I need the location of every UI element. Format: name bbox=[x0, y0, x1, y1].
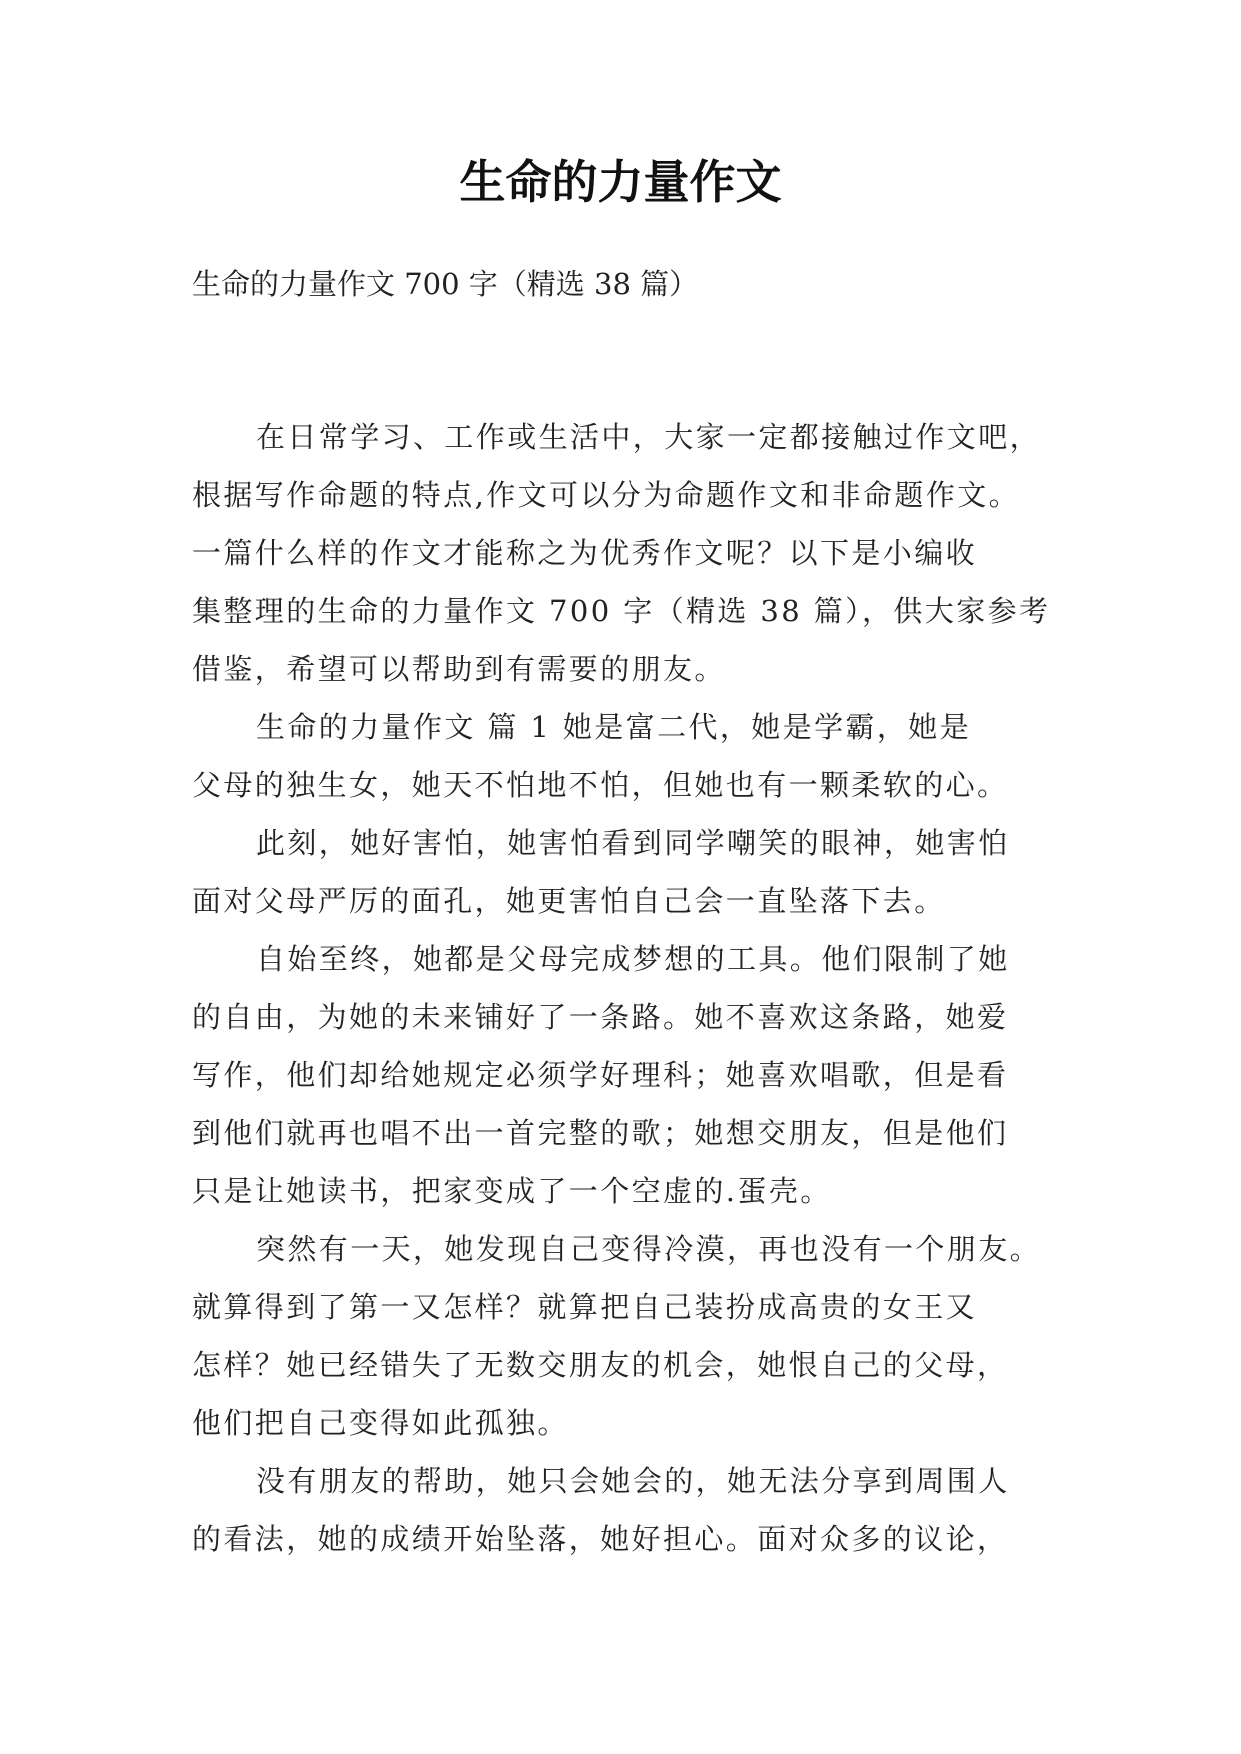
body-text-line: 父母的独生女，她天不怕地不怕，但她也有一颗柔软的心。 bbox=[192, 768, 1009, 802]
body-text-line: 借鉴，希望可以帮助到有需要的朋友。 bbox=[192, 652, 726, 686]
body-text-line: 只是让她读书，把家变成了一个空虚的.蛋壳。 bbox=[192, 1174, 832, 1208]
document-body bbox=[192, 408, 1052, 1568]
body-text-line: 根据写作命题的特点,作文可以分为命题作文和非命题作文。 bbox=[192, 478, 1021, 512]
body-text-line: 他们把自己变得如此孤独。 bbox=[192, 1406, 569, 1440]
body-text-line: 到他们就再也唱不出一首完整的歌；她想交朋友，但是他们 bbox=[192, 1116, 1009, 1150]
body-text-line: 没有朋友的帮助，她只会她会的，她无法分享到周围人 bbox=[256, 1464, 1010, 1498]
document-subtitle: 生命的力量作文 700 字（精选 38 篇） bbox=[192, 267, 699, 301]
body-text-line: 就算得到了第一又怎样？就算把自己装扮成高贵的女王又 bbox=[192, 1290, 978, 1324]
body-text-line: 突然有一天，她发现自己变得冷漠，再也没有一个朋友。 bbox=[256, 1232, 1042, 1266]
body-text-line: 在日常学习、工作或生活中，大家一定都接触过作文吧， bbox=[256, 420, 1042, 454]
body-text-line: 自始至终，她都是父母完成梦想的工具。他们限制了她 bbox=[256, 942, 1010, 976]
body-text-line: 此刻，她好害怕，她害怕看到同学嘲笑的眼神，她害怕 bbox=[256, 826, 1010, 860]
document-title: 生命的力量作文 bbox=[459, 155, 782, 209]
body-text-line: 面对父母严厉的面孔，她更害怕自己会一直坠落下去。 bbox=[192, 884, 946, 918]
body-text-line: 怎样？她已经错失了无数交朋友的机会，她恨自己的父母， bbox=[192, 1348, 1009, 1382]
body-text-line: 集整理的生命的力量作文 700 字（精选 38 篇），供大家参考 bbox=[192, 594, 1051, 628]
body-text-line: 一篇什么样的作文才能称之为优秀作文呢？以下是小编收 bbox=[192, 536, 978, 570]
body-text-line: 写作，他们却给她规定必须学好理科；她喜欢唱歌，但是看 bbox=[192, 1058, 1009, 1092]
body-text-line: 的自由，为她的未来铺好了一条路。她不喜欢这条路，她爱 bbox=[192, 1000, 1009, 1034]
body-text-line: 生命的力量作文 篇 1 她是富二代，她是学霸，她是 bbox=[256, 710, 972, 744]
body-text-line: 的看法，她的成绩开始坠落，她好担心。面对众多的议论， bbox=[192, 1522, 1009, 1556]
